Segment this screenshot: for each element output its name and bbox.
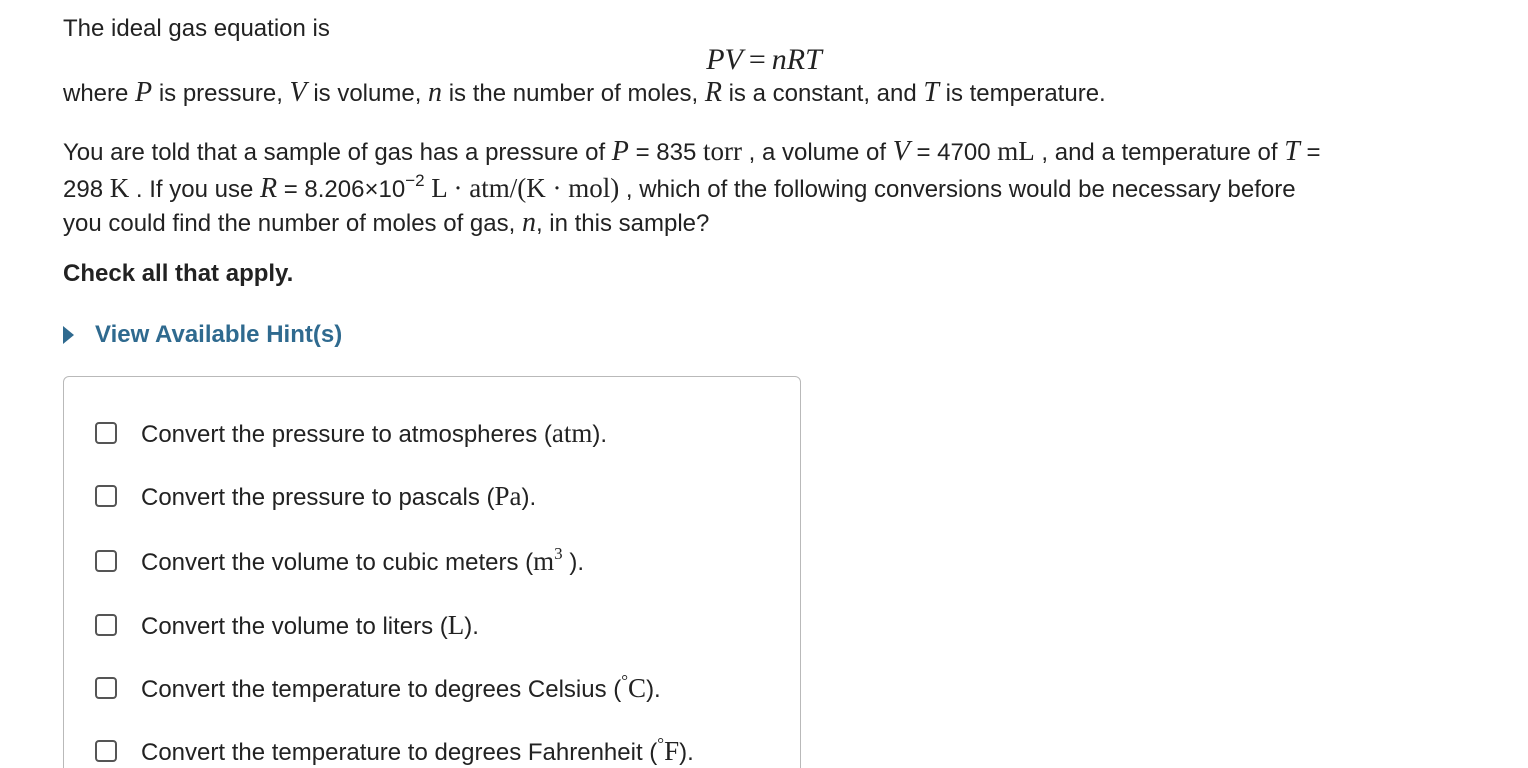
option-volume-liters[interactable] (95, 607, 479, 643)
option-label (141, 481, 536, 512)
r-exponent: −2 (405, 171, 425, 190)
var-n: n (521, 207, 536, 238)
option-unit: L (447, 609, 465, 640)
view-hints-label: View Available Hint(s) (95, 321, 343, 348)
question-text: = (1299, 139, 1321, 166)
var-p: P (135, 77, 153, 108)
option-text: Convert the temperature to degrees Fahrenheit ( (141, 738, 658, 766)
var-v: V (892, 136, 910, 167)
where-text: is volume, (306, 80, 429, 107)
option-text: ). (592, 420, 608, 448)
checkbox[interactable] (95, 740, 117, 762)
option-text: Convert the pressure to atmospheres ( (141, 420, 552, 448)
equation-lhs: PV (706, 43, 743, 76)
question-line-2 (63, 170, 1296, 210)
checkbox[interactable] (95, 485, 117, 507)
option-unit: atm (551, 417, 593, 448)
var-r: R (259, 173, 278, 204)
unit-k: K (109, 173, 130, 203)
checkbox[interactable] (95, 677, 117, 699)
variable-definitions (63, 75, 1106, 112)
unit-ml: mL (997, 136, 1035, 166)
question-text: , in this sample? (535, 210, 710, 237)
intro-text: The ideal gas equation is (63, 15, 330, 42)
option-text: ). (521, 483, 537, 511)
option-label (141, 418, 607, 449)
ideal-gas-equation (0, 42, 1528, 78)
option-superscript: ° (621, 670, 629, 690)
question-text: . If you use (129, 176, 260, 203)
option-text: Convert the temperature to degrees Celsius ( (141, 675, 622, 703)
unit-torr: torr (702, 136, 742, 166)
question-line-3 (63, 205, 709, 242)
option-text: Convert the pressure to pascals ( (141, 483, 495, 511)
where-text: is pressure, (152, 80, 290, 107)
question-text: , and a temperature of (1034, 139, 1285, 166)
option-label (141, 610, 479, 641)
option-volume-m3[interactable] (95, 543, 584, 579)
view-hints-toggle[interactable] (63, 317, 342, 353)
question-text: you could find the number of moles of gas, (63, 210, 522, 237)
r-units: L · atm/(K · mol) (431, 173, 620, 203)
instruction-text: Check all that apply. (63, 260, 294, 287)
var-t: T (1284, 136, 1300, 167)
var-r: R (704, 77, 722, 108)
option-temperature-fahrenheit[interactable] (95, 733, 694, 768)
option-pressure-atm[interactable] (95, 415, 607, 451)
checkbox[interactable] (95, 614, 117, 636)
checkbox[interactable] (95, 422, 117, 444)
option-unit: m (533, 545, 555, 576)
where-text: is the number of moles, (442, 80, 705, 107)
option-superscript: 3 (554, 543, 563, 563)
equation-equals: = (748, 43, 766, 76)
temperature-value: 298 (63, 176, 110, 203)
option-unit: F (664, 735, 680, 766)
option-superscript: ° (657, 733, 665, 753)
option-text: ). (464, 612, 479, 640)
question-text: , a volume of (741, 139, 893, 166)
question-text: You are told that a sample of gas has a pressure of (63, 139, 612, 166)
where-text: is temperature. (938, 80, 1106, 107)
option-text: ). (562, 548, 584, 576)
option-label (141, 543, 584, 577)
var-v: V (289, 77, 307, 108)
option-pressure-pa[interactable] (95, 478, 536, 514)
var-p: P (611, 136, 629, 167)
question-text: , which of the following conversions would be necessary before (619, 176, 1296, 203)
equation-rhs: nRT (771, 43, 822, 76)
checkbox[interactable] (95, 550, 117, 572)
question-line-1 (63, 133, 1320, 171)
pressure-value: = 835 (628, 139, 703, 166)
option-unit: Pa (494, 480, 522, 511)
r-value: = 8.206×10 (277, 176, 406, 203)
option-text: ). (646, 675, 661, 703)
var-n: n (428, 77, 443, 108)
option-label (141, 733, 694, 767)
caret-right-icon (63, 326, 74, 344)
var-t: T (923, 77, 939, 108)
option-label (141, 670, 661, 704)
where-text: is a constant, and (721, 80, 924, 107)
option-text: ). (679, 738, 694, 766)
where-text: where (63, 80, 136, 107)
option-unit: C (628, 672, 647, 703)
option-text: Convert the volume to cubic meters ( (141, 548, 534, 576)
volume-value: = 4700 (909, 139, 998, 166)
option-text: Convert the volume to liters ( (141, 612, 448, 640)
option-temperature-celsius[interactable] (95, 670, 661, 706)
